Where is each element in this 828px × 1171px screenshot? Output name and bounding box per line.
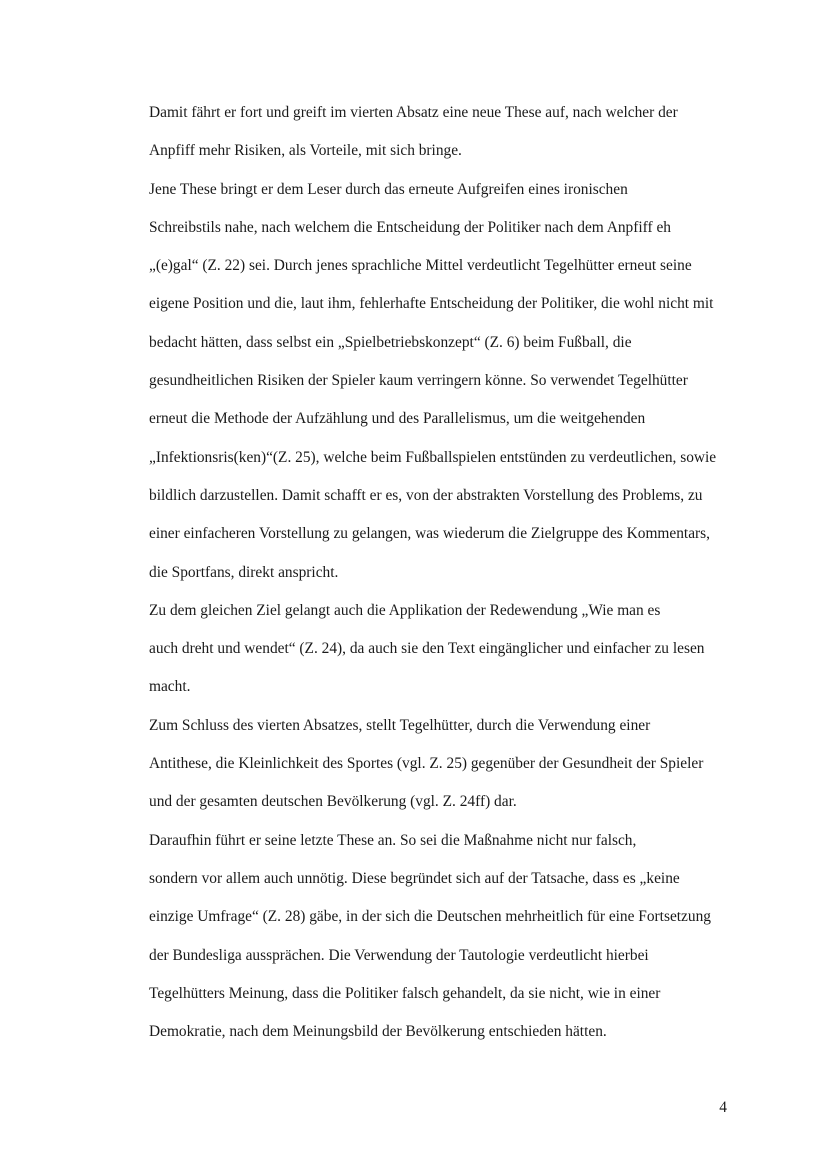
text-line: Zum Schluss des vierten Absatzes, stellt Tegelhütter, durch die Verwendung einer	[149, 716, 651, 734]
text-line: der Bundesliga aussprächen. Die Verwendung der Tautologie verdeutlicht hierbei	[149, 946, 649, 964]
text-line: Daraufhin führt er seine letzte These an. So sei die Maßnahme nicht nur falsch,	[149, 831, 637, 849]
paragraph-2	[100, 171, 727, 592]
text-line: und der gesamten deutschen Bevölkerung (vgl. Z. 24ff) dar.	[149, 793, 517, 811]
text-line: Jene These bringt er dem Leser durch das erneute Aufgreifen eines ironischen	[149, 180, 628, 198]
text-line: bedacht hätten, dass selbst ein „Spielbetriebskonzept“ (Z. 6) beim Fußball, die	[149, 333, 632, 351]
paragraph-4	[100, 707, 727, 822]
text-line: Antithese, die Kleinlichkeit des Sportes (vgl. Z. 25) gegenüber der Gesundheit der Spieler	[149, 755, 704, 773]
text-line: sondern vor allem auch unnötig. Diese begründet sich auf der Tatsache, dass es „keine	[149, 869, 680, 887]
text-line: gesundheitlichen Risiken der Spieler kaum verringern könne. So verwendet Tegelhütter	[149, 372, 688, 390]
text-line: die Sportfans, direkt anspricht.	[149, 563, 339, 581]
paragraph-5	[100, 822, 727, 1052]
text-line: Damit fährt er fort und greift im vierten Absatz eine neue These auf, nach welcher der	[149, 104, 678, 121]
page-number: 4	[719, 1099, 727, 1116]
paragraph-3	[100, 592, 727, 707]
text-line: bildlich darzustellen. Damit schafft er es, von der abstrakten Vorstellung des Problems, zu	[149, 486, 703, 504]
paragraph-1	[100, 94, 727, 171]
text-line: eigene Position und die, laut ihm, fehlerhafte Entscheidung der Politiker, die wohl nicht mit	[149, 295, 714, 313]
body-text	[100, 94, 727, 1051]
text-line: Tegelhütters Meinung, dass die Politiker falsch gehandelt, da sie nicht, wie in einer	[149, 984, 661, 1002]
text-line: macht.	[149, 678, 191, 696]
text-line: auch dreht und wendet“ (Z. 24), da auch sie den Text eingänglicher und einfacher zu lesen	[149, 640, 705, 658]
text-line: „(e)gal“ (Z. 22) sei. Durch jenes sprachliche Mittel verdeutlicht Tegelhütter erneut seine	[149, 257, 692, 275]
text-line: einzige Umfrage“ (Z. 28) gäbe, in der sich die Deutschen mehrheitlich für eine Fortsetzung	[149, 908, 711, 926]
text-line: Zu dem gleichen Ziel gelangt auch die Applikation der Redewendung „Wie man es	[149, 601, 661, 619]
text-line: erneut die Methode der Aufzählung und des Parallelismus, um die weitgehenden	[149, 410, 646, 428]
text-line: Anpfiff mehr Risiken, als Vorteile, mit sich bringe.	[149, 142, 462, 160]
text-line: „Infektionsris(ken)“(Z. 25), welche beim Fußballspielen entstünden zu verdeutlichen, sowie	[149, 448, 717, 466]
text-line: Demokratie, nach dem Meinungsbild der Bevölkerung entschieden hätten.	[149, 1023, 607, 1041]
text-line: einer einfacheren Vorstellung zu gelangen, was wiederum die Zielgruppe des Kommentars,	[149, 525, 710, 543]
text-line: Schreibstils nahe, nach welchem die Entscheidung der Politiker nach dem Anpfiff eh	[149, 218, 671, 236]
